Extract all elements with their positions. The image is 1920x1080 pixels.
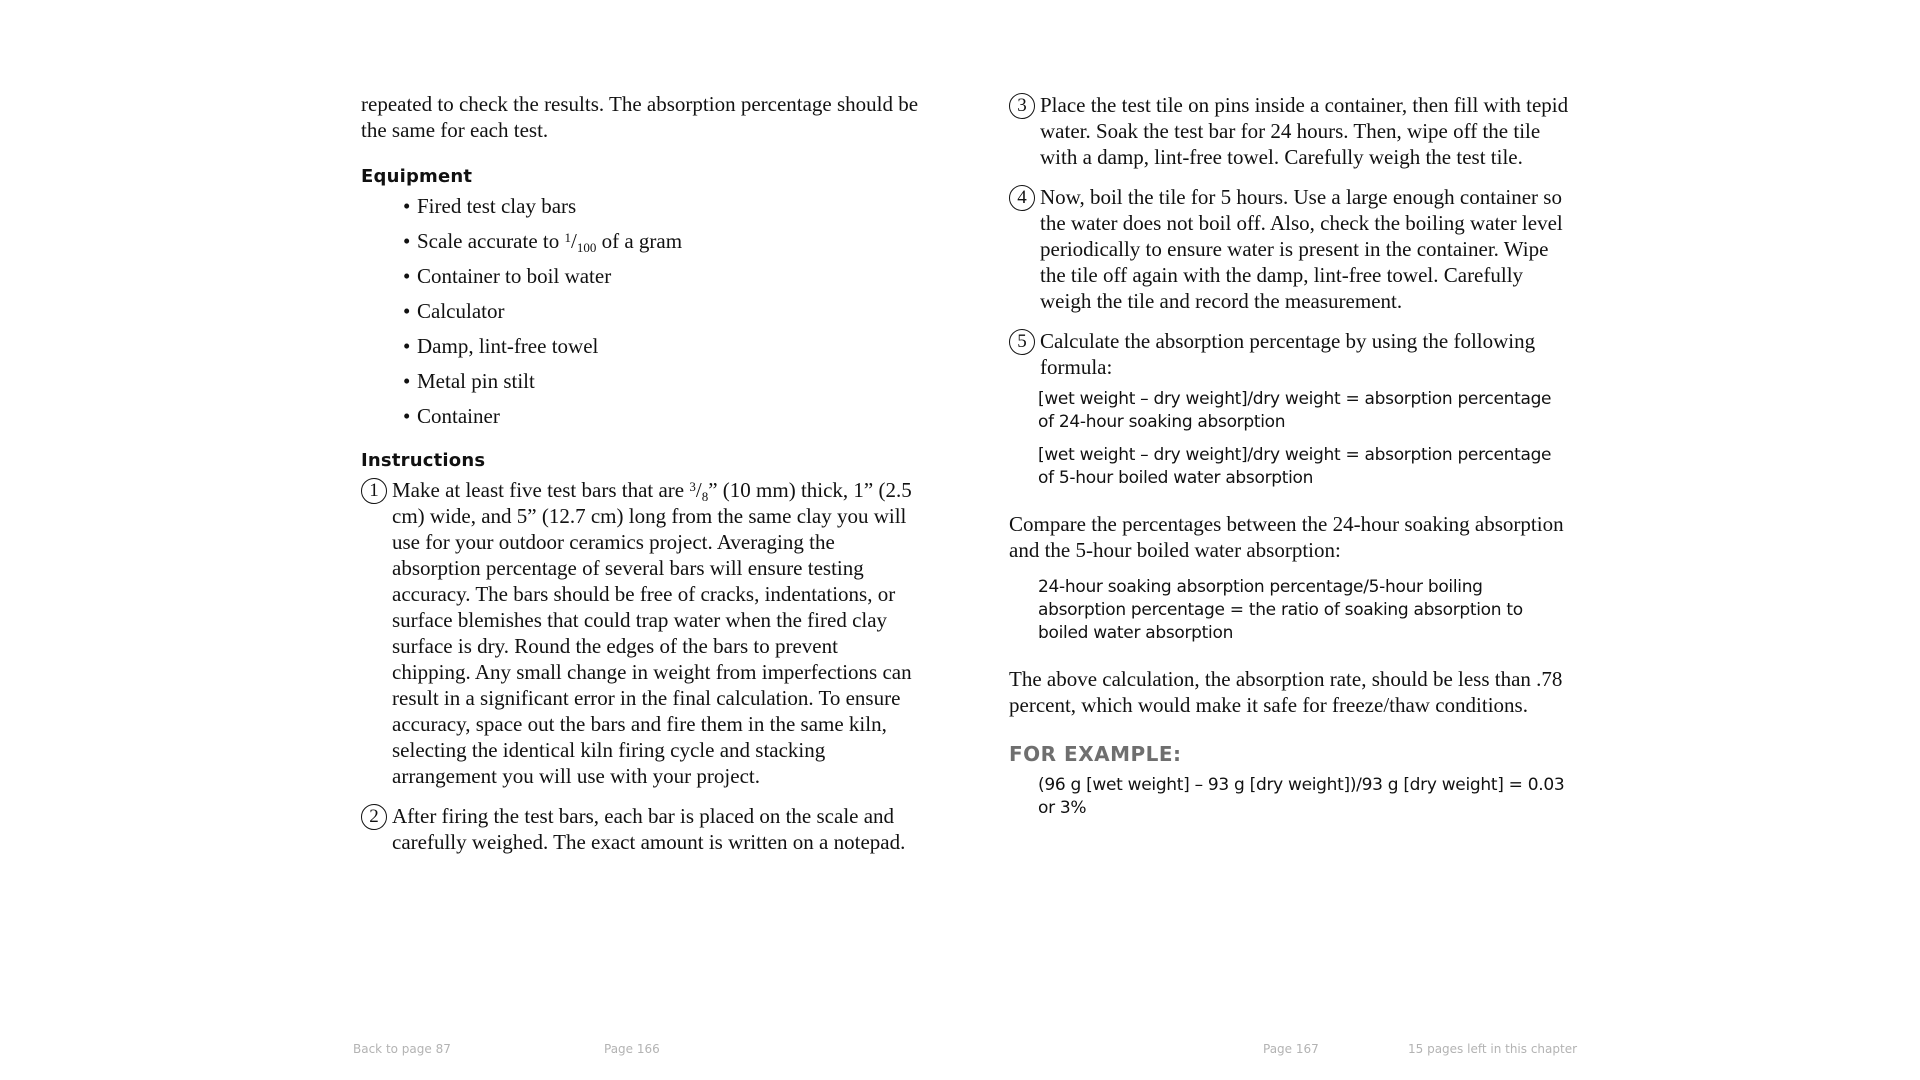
back-to-page-link[interactable]: Back to page 87 bbox=[353, 1042, 451, 1056]
equipment-list bbox=[361, 193, 921, 438]
pages-left-indicator: 15 pages left in this chapter bbox=[1408, 1042, 1578, 1056]
step-1-text: Make at least five test bars that are $^3/_8$” (10 mm) thick, 1” (2.5 cm) wide, and 5” (12.7 cm) long from the same clay you will use for your outdoor ceramics project. Averaging the absorption percentage of several bars will ensure testing accuracy. The bars should be free of cracks, indentations, or surface blemishes that could trap water when the fired clay surface is dry. Round the edges of the bars to prevent chipping. Any small change in weight from imperfections can result in a significant error in the final calculation. To ensure accuracy, space out the bars and fire them in the same kiln, selecting the identical kiln firing cycle and stacking arrangement you will use with your project. bbox=[392, 478, 912, 788]
formula-boiled: [wet weight – dry weight]/dry weight = absorption percentage of 5-hour boiled water absorption bbox=[1038, 445, 1552, 488]
example-heading: FOR EXAMPLE: bbox=[1009, 742, 1182, 766]
step-2 bbox=[361, 803, 921, 855]
step-number-5: 5 bbox=[1009, 329, 1035, 355]
step-number-3: 3 bbox=[1009, 93, 1035, 119]
list-item: • Calculator bbox=[403, 299, 505, 323]
step-number-1: 1 bbox=[361, 478, 387, 504]
list-item: • Fired test clay bars bbox=[403, 194, 577, 218]
step-2-text: After firing the test bars, each bar is placed on the scale and carefully weighed. The exact amount is written on a notepad. bbox=[392, 804, 906, 854]
list-item: • Metal pin stilt bbox=[403, 369, 535, 393]
equipment-heading: Equipment bbox=[361, 166, 473, 187]
right-page-number: Page 167 bbox=[1263, 1042, 1319, 1056]
step-1 bbox=[361, 477, 921, 789]
step-4-text: Now, boil the tile for 5 hours. Use a large enough container so the water does not boil off. Also, check the boiling water level periodically to ensure water is present in the container. Wipe the tile off again with the damp, lint-free towel. Carefully weigh the tile and record the measurement. bbox=[1040, 185, 1563, 313]
absorption-rate-paragraph: The above calculation, the absorption rate, should be less than .78 percent, which would make it safe for freeze/thaw conditions. bbox=[1009, 667, 1563, 717]
formula-soaking: [wet weight – dry weight]/dry weight = absorption percentage of 24-hour soaking absorption bbox=[1038, 389, 1552, 432]
intro-paragraph: repeated to check the results. The absorption percentage should be the same for each test. bbox=[361, 92, 919, 142]
formula-ratio: 24-hour soaking absorption percentage/5-hour boiling absorption percentage = the ratio of soaking absorption to boiled water absorption bbox=[1038, 577, 1523, 643]
left-page bbox=[361, 0, 921, 855]
step-5-text: Calculate the absorption percentage by using the following formula: bbox=[1040, 329, 1536, 379]
list-item: • Container bbox=[403, 404, 500, 428]
instructions-heading: Instructions bbox=[361, 450, 486, 471]
list-item: • Scale accurate to $^1/_{100}$ of a gram bbox=[403, 229, 683, 255]
step-3 bbox=[1009, 92, 1569, 170]
right-page bbox=[1009, 0, 1569, 820]
list-item: • Container to boil water bbox=[403, 264, 612, 288]
example-formula: (96 g [wet weight] – 93 g [dry weight])/93 g [dry weight] = 0.03 or 3% bbox=[1038, 775, 1565, 818]
step-5 bbox=[1009, 328, 1569, 380]
step-3-text: Place the test tile on pins inside a container, then fill with tepid water. Soak the test bar for 24 hours. Then, wipe off the tile with a damp, lint-free towel. Carefully weigh the test tile. bbox=[1040, 93, 1569, 169]
compare-paragraph: Compare the percentages between the 24-hour soaking absorption and the 5-hour boiled water absorption: bbox=[1009, 512, 1564, 562]
step-number-4: 4 bbox=[1009, 185, 1035, 211]
list-item: • Damp, lint-free towel bbox=[403, 334, 599, 358]
step-number-2: 2 bbox=[361, 804, 387, 830]
left-page-number: Page 166 bbox=[604, 1042, 660, 1056]
step-4 bbox=[1009, 184, 1569, 314]
